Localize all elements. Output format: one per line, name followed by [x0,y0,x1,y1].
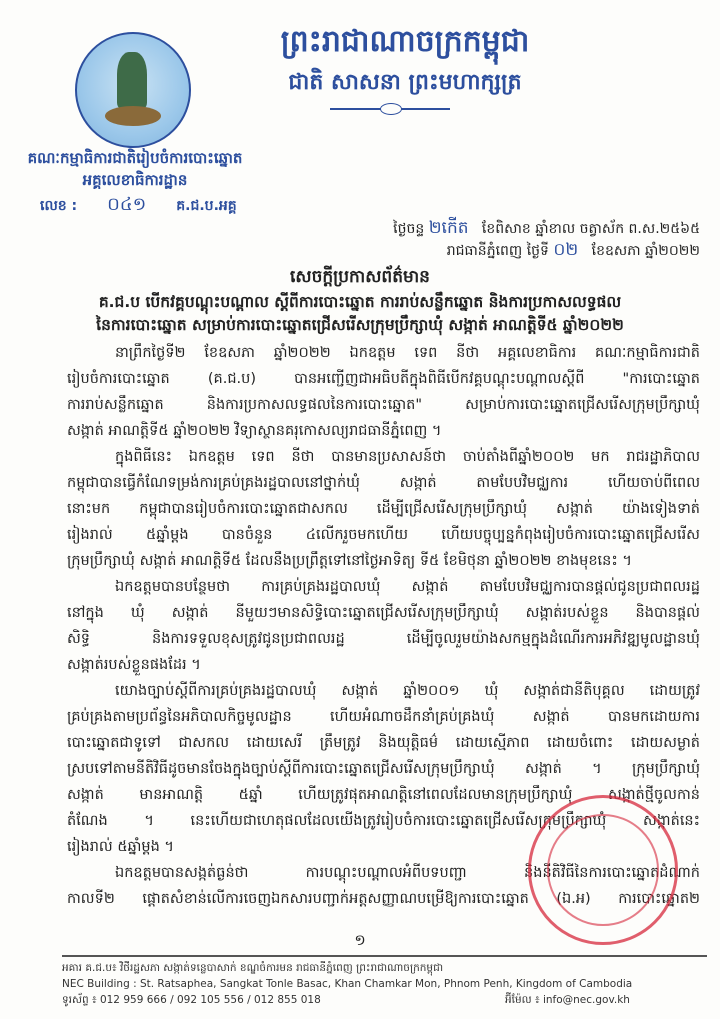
nec-logo [75,32,191,148]
body-line: ក្នុងពិធីនេះ ឯកឧត្តម ទេព នីថា បានមានប្រសាសន៍ថា ចាប់តាំងពីឆ្នាំ២០០២ មក រាជរដ្ឋាភិបាល [115,449,700,465]
kingdom-heading: ព្រះរាជាណាចក្រកម្ពុជា [280,24,530,59]
body-line: ឯកឧត្តមបានសង្កត់ធ្ងន់ថា ការបណ្តុះបណ្តាលអំពីបទបញ្ជា និងនីតិវិធីនៃការបោះឆ្នោតដំណាក់ [115,865,700,881]
national-motto: ជាតិ សាសនា ព្រះមហាក្សត្រ [288,70,522,95]
body-line: នៅក្នុង ឃុំ សង្កាត់ នីមួយៗមានសិទ្ធិបោះឆ្នោតជ្រើសរើសក្រុមប្រឹក្សាឃុំ សង្កាត់របស់ខ្លួន និងបានផ្តល់ [67,605,700,621]
document-title: សេចក្តីប្រកាសព័ត៌មាន [290,267,430,287]
body-line: នាព្រឹកថ្ងៃទី២ ខែឧសភា ឆ្នាំ២០២២ ឯកឧត្តម ទេព នីថា អគ្គលេខាធិការ គណៈកម្មាធិការជាតិ [115,345,700,361]
body-line: ការរាប់សន្លឹកឆ្នោត និងការប្រកាសលទ្ធផលនៃការបោះឆ្នោត" សម្រាប់ការបោះឆ្នោតជ្រើសរើសក្រុមប្រឹក្សាឃុំ [67,397,700,413]
subtitle-line: នៃការបោះឆ្នោត សម្រាប់ការបោះឆ្នោតជ្រើសរើសក្រុមប្រឹក្សាឃុំ សង្កាត់ អាណត្តិទី៥ ឆ្នាំ២០២២ [96,316,624,334]
body-line: ស្របទៅតាមនីតិវិធីដូចមានចែងក្នុងច្បាប់ស្តីពីការបោះឆ្នោតជ្រើសរើសក្រុមប្រឹក្សាឃុំ សង្កាត់ ។ ក្រុមប្រឹក្សាឃុំ [67,761,700,777]
page-number: ១ [354,931,366,949]
body-line: សង្កាត់ មានអាណត្តិ ៥ឆ្នាំ ហើយត្រូវផុតអាណត្តិនៅពេលដែលមានក្រុមប្រឹក្សាឃុំ សង្កាត់ថ្មីចូលកាន់ [67,787,700,803]
document-number [40,194,237,217]
body-line: បោះឆ្នោតជាទូទៅ ជាសកល ដោយសេរី ត្រឹមត្រូវ និងយុត្តិធម៌ ដោយស្មើភាព ដោយចំពោះ ដោយសម្ងាត់ [67,735,700,751]
lunar-prefix: ថ្ងៃចន្ទ [393,221,425,237]
body-line: សង្កាត់ អាណត្តិទី៥ ឆ្នាំ២០២២ វិទ្យាស្ថានគរុកោសល្យរាជធានីភ្នំពេញ ។ [67,423,442,439]
body-line: សិទ្ធិ និងការទទួលខុសត្រូវជូនប្រជាពលរដ្ឋ ដើម្បីចូលរួមយ៉ាងសកម្មក្នុងដំណើរការអភិវឌ្ឍមូលដ្ឋានឃុំ [67,631,700,647]
solar-prefix: រាជធានីភ្នំពេញ ថ្ងៃទី [446,243,549,259]
footer-address-kh: អគារ គ.ជ.ប៖ វិថីរដ្ឋសភា សង្កាត់ទន្លេបាសាក់ ខណ្ឌចំការមន រាជធានីភ្នំពេញ ព្រះរាជាណាចក្រកម្ពុជា [62,962,444,974]
lunar-rest: ខែពិសាខ ឆ្នាំខាល ចត្វាស័ក ព.ស.២៥៦៥ [481,221,700,237]
body-line: កម្ពុជាបានធ្វើកំណែទម្រង់ការគ្រប់គ្រងរដ្ឋបាលនៅថ្នាក់ឃុំ សង្កាត់ តាមបែបវិមជ្ឈការ ហើយចាប់ពីពេល [67,475,700,491]
footer-address-en: NEC Building : St. Ratsaphea, Sangkat Tonle Basac, Khan Chamkar Mon, Phnom Penh, Kingdom of Cambodia [62,978,633,990]
body-line: ក្រុមប្រឹក្សាឃុំ សង្កាត់ អាណត្តិទី៥ ដែលនឹងប្រព្រឹត្តទៅនៅថ្ងៃអាទិត្យ ទី៥ ខែមិថុនា ឆ្នាំ២០២២ ខាងមុខនេះ ។ [67,553,632,569]
sender-secretariat: អគ្គលេខាធិការដ្ឋាន [82,171,188,189]
solar-rest: ខែឧសភា ឆ្នាំ២០២២ [591,243,700,259]
body-line: យោងច្បាប់ស្តីពីការគ្រប់គ្រងរដ្ឋបាលឃុំ សង្កាត់ ឆ្នាំ២០០១ ឃុំ សង្កាត់ជានីតិបុគ្គល ដោយត្រូវ [115,683,700,699]
body-line: គ្រប់គ្រងតាមប្រព័ន្ធនៃអភិបាលកិច្ចមូលដ្ឋាន ហើយអំណាចដឹកនាំគ្រប់គ្រងឃុំ សង្កាត់ បានមកដោយការ [67,709,700,725]
footer-phone: ទូរស័ព្ទ ៖ 012 959 666 / 092 105 556 / 012 855 018 [62,994,321,1006]
lunar-handwritten: ២កើត [428,218,469,238]
body-line: រៀបចំការបោះឆ្នោត (គ.ជ.ប) បានអញ្ជើញជាអធិបតីក្នុងពិធីបើកវគ្គបណ្តុះបណ្តាលស្តីពី "ការបោះឆ្នោត [67,371,700,387]
solar-handwritten: ០២ [553,240,579,260]
body-line: ឯកឧត្តមបានបន្ថែមថា ការគ្រប់គ្រងរដ្ឋបាលឃុំ សង្កាត់ តាមបែបវិមជ្ឈការបានផ្តល់ជូនប្រជាពលរដ្ឋ [115,579,700,595]
number-label: លេខ : [40,198,78,214]
subtitle-line: គ.ជ.ប បើកវគ្គបណ្តុះបណ្តាល ស្តីពីការបោះឆ្នោត ការរាប់សន្លឹកឆ្នោត និងការប្រកាសលទ្ធផល [98,293,622,311]
body-line: នោះមក កម្ពុជាបានរៀបចំការបោះឆ្នោតជាសកល ដើម្បីជ្រើសរើសក្រុមប្រឹក្សាឃុំ សង្កាត់ យ៉ាងទៀងទាត់ [67,501,700,517]
body-line: តំណែង ។ នេះហើយជាហេតុផលដែលយើងត្រូវរៀបចំការបោះឆ្នោតជ្រើសរើសក្រុមប្រឹក្សាឃុំ សង្កាត់នេះ [67,813,700,829]
body-line: សង្កាត់របស់ខ្លួនផងដែរ ។ [67,657,201,673]
ornament-divider [330,108,450,110]
body-line: រៀងរាល់ ៥ឆ្នាំម្តង បានចំនួន ៤លើករួចមកហើយ ហើយបច្ចុប្បន្នកំពុងរៀបចំការបោះឆ្នោតជ្រើសរើស [67,527,700,543]
lunar-date [280,218,700,239]
official-seal-stamp [528,795,678,945]
footer-email: អ៊ីម៉ែល ៖ info@nec.gov.kh [505,994,630,1006]
number-value: ០៤១ [107,194,147,215]
body-line: កាលទី២ ផ្តោតសំខាន់លើការចេញឯកសារបញ្ជាក់អត្តសញ្ញាណបម្រើឱ្យការបោះឆ្នោត (ឯ.អ) ការបោះឆ្នោត២ [67,891,700,907]
sender-organization: គណៈកម្មាធិការជាតិរៀបចំការបោះឆ្នោត [27,149,243,167]
body-line: រៀងរាល់ ៥ឆ្នាំម្តង ។ [67,839,174,855]
number-suffix: គ.ជ.ប.អគ្គ [176,198,237,214]
solar-date [280,240,700,261]
footer-divider [62,955,707,957]
